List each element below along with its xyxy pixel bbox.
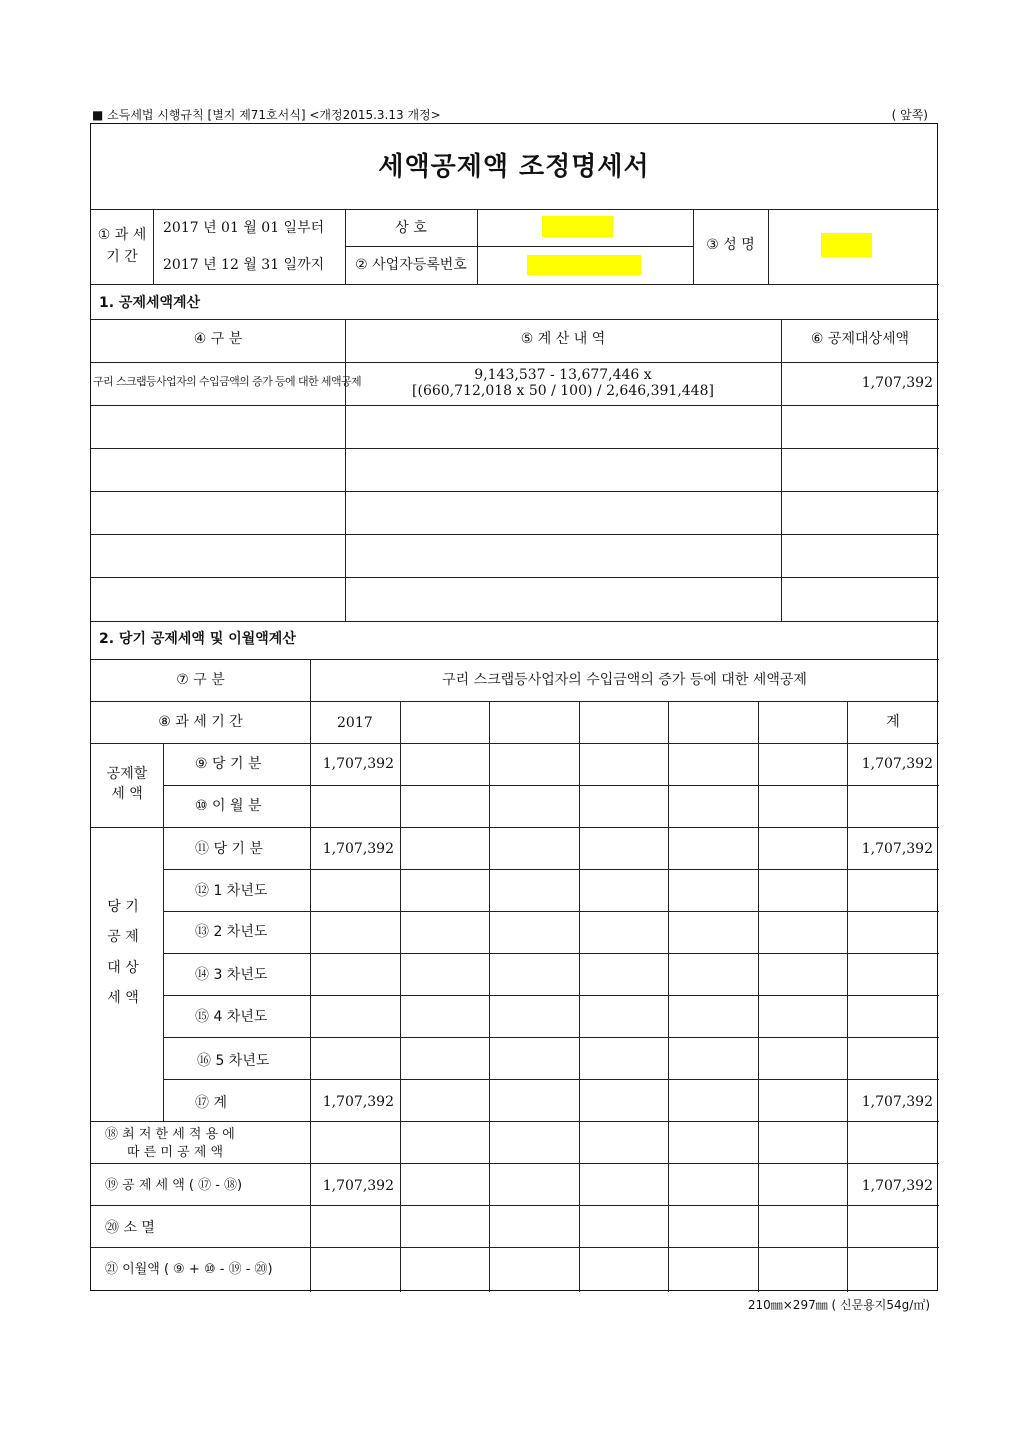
rule — [91, 284, 939, 285]
row18-label-line2: 따 른 미 공 제 액 — [127, 1145, 224, 1160]
rule — [758, 701, 759, 1292]
row10-label: ⑩ 이 월 분 — [195, 798, 262, 814]
rule — [153, 209, 154, 284]
group-a-label-line2: 세 액 — [111, 786, 143, 802]
section2-total-header: 계 — [886, 714, 900, 730]
row11-total: 1,707,392 — [861, 841, 933, 857]
row17-label: ⑰ 계 — [195, 1095, 227, 1111]
rule — [91, 621, 939, 622]
group-b-label-line4: 세 액 — [107, 990, 139, 1006]
form-reference-line — [92, 106, 938, 123]
rule — [163, 785, 939, 786]
row11-value: 1,707,392 — [322, 841, 394, 857]
rule — [163, 743, 164, 1121]
section1-col-calc: ⑤ 계 산 내 역 — [520, 331, 606, 347]
period-label-line2: 기 간 — [106, 249, 138, 265]
period-end: 2017 년 12 월 31 일까지 — [163, 257, 325, 273]
rule — [91, 405, 939, 406]
period-label-line1: ① 과 세 — [97, 227, 147, 243]
rule — [163, 995, 939, 996]
rule — [489, 701, 490, 1292]
section1-col-target: ⑥ 공제대상세액 — [810, 331, 910, 347]
rule — [91, 448, 939, 449]
group-b-label-line1: 당 기 — [107, 899, 139, 915]
rule — [91, 1121, 939, 1122]
rule — [163, 953, 939, 954]
rule — [477, 209, 478, 284]
section1-row1-calc-line1: 9,143,537 - 13,677,446 x — [474, 367, 652, 383]
rule — [91, 701, 939, 702]
redacted-business-name — [542, 216, 613, 237]
section1-row1-target: 1,707,392 — [861, 375, 933, 391]
rule — [91, 362, 939, 363]
rule — [579, 701, 580, 1292]
row13-label: ⑬ 2 차년도 — [195, 924, 268, 940]
row19-value: 1,707,392 — [322, 1178, 394, 1194]
rule — [163, 869, 939, 870]
row15-label: ⑮ 4 차년도 — [195, 1009, 268, 1025]
row11-label: ⑪ 당 기 분 — [195, 841, 263, 857]
rule — [91, 534, 939, 535]
section1-col-gubun: ④ 구 분 — [193, 331, 243, 347]
form-title: 세액공제액 조정명세서 — [378, 152, 650, 182]
section2-col-gubun: ⑦ 구 분 — [176, 672, 225, 688]
rule — [91, 1247, 939, 1248]
rule — [310, 659, 311, 1292]
rule — [91, 209, 939, 210]
redacted-person-name — [821, 233, 872, 257]
rule — [345, 246, 693, 247]
rule — [91, 491, 939, 492]
rule — [91, 827, 939, 828]
tax-credit-adjustment-form — [90, 123, 938, 1291]
section1-row1-gubun: 구리 스크랩등사업자의 수입금액의 증가 등에 대한 세액공제 — [93, 375, 362, 388]
period-start: 2017 년 01 월 01 일부터 — [163, 220, 325, 236]
row9-total: 1,707,392 — [861, 756, 933, 772]
row14-label: ⑭ 3 차년도 — [195, 967, 268, 983]
rule — [668, 701, 669, 1292]
row12-label: ⑫ 1 차년도 — [195, 883, 268, 899]
row9-label: ⑨ 당 기 분 — [195, 756, 262, 772]
row19-total: 1,707,392 — [861, 1178, 933, 1194]
row16-label: ⑯ 5 차년도 — [197, 1053, 270, 1069]
row18-label-line1: ⑱ 최 저 한 세 적 용 에 — [105, 1127, 235, 1142]
rule — [768, 209, 769, 284]
section2-title: 2. 당기 공제세액 및 이월액계산 — [99, 631, 296, 647]
rule — [91, 743, 939, 744]
row17-value: 1,707,392 — [322, 1094, 394, 1110]
section1-row1-calc-line2: [(660,712,018 x 50 / 100) / 2,646,391,448] — [412, 383, 714, 399]
business-reg-label: ② 사업자등록번호 — [355, 257, 467, 273]
group-b-label-line3: 대 상 — [107, 960, 139, 976]
rule — [400, 701, 401, 1292]
section2-year: 2017 — [337, 715, 373, 731]
rule — [91, 319, 939, 320]
section1-title: 1. 공제세액계산 — [99, 295, 201, 311]
row21-label: ㉑ 이월액 ( ⑨ + ⑩ - ⑲ - ⑳) — [105, 1262, 273, 1277]
rule — [91, 1205, 939, 1206]
section2-period-label: ⑧ 과 세 기 간 — [158, 714, 243, 730]
rule — [91, 659, 939, 660]
business-name-label: 상 호 — [395, 220, 427, 236]
rule — [163, 1079, 939, 1080]
rule — [781, 319, 782, 621]
row17-total: 1,707,392 — [861, 1094, 933, 1110]
rule — [91, 1163, 939, 1164]
row20-label: ⑳ 소 멸 — [105, 1220, 155, 1236]
row9-value: 1,707,392 — [322, 756, 394, 772]
rule — [91, 577, 939, 578]
page-side-label: ( 앞쪽) — [891, 108, 928, 122]
form-reference: ■ 소득세법 시행규칙 [별지 제71호서식] <개정2015.3.13 개정> — [92, 108, 441, 122]
redacted-registration-number — [527, 255, 641, 275]
group-a-label-line1: 공제할 — [106, 766, 148, 782]
group-b-label-line2: 공 제 — [107, 929, 139, 945]
rule — [163, 911, 939, 912]
row19-label: ⑲ 공 제 세 액 ( ⑰ - ⑱) — [105, 1178, 243, 1193]
paper-size-note: 210㎜×297㎜ ( 신문용지54g/㎡) — [747, 1298, 930, 1312]
rule — [847, 701, 848, 1292]
section2-col-desc: 구리 스크랩등사업자의 수입금액의 증가 등에 대한 세액공제 — [442, 672, 807, 688]
rule — [163, 1037, 939, 1038]
rule — [345, 319, 346, 621]
person-name-label: ③ 성 명 — [706, 237, 755, 253]
